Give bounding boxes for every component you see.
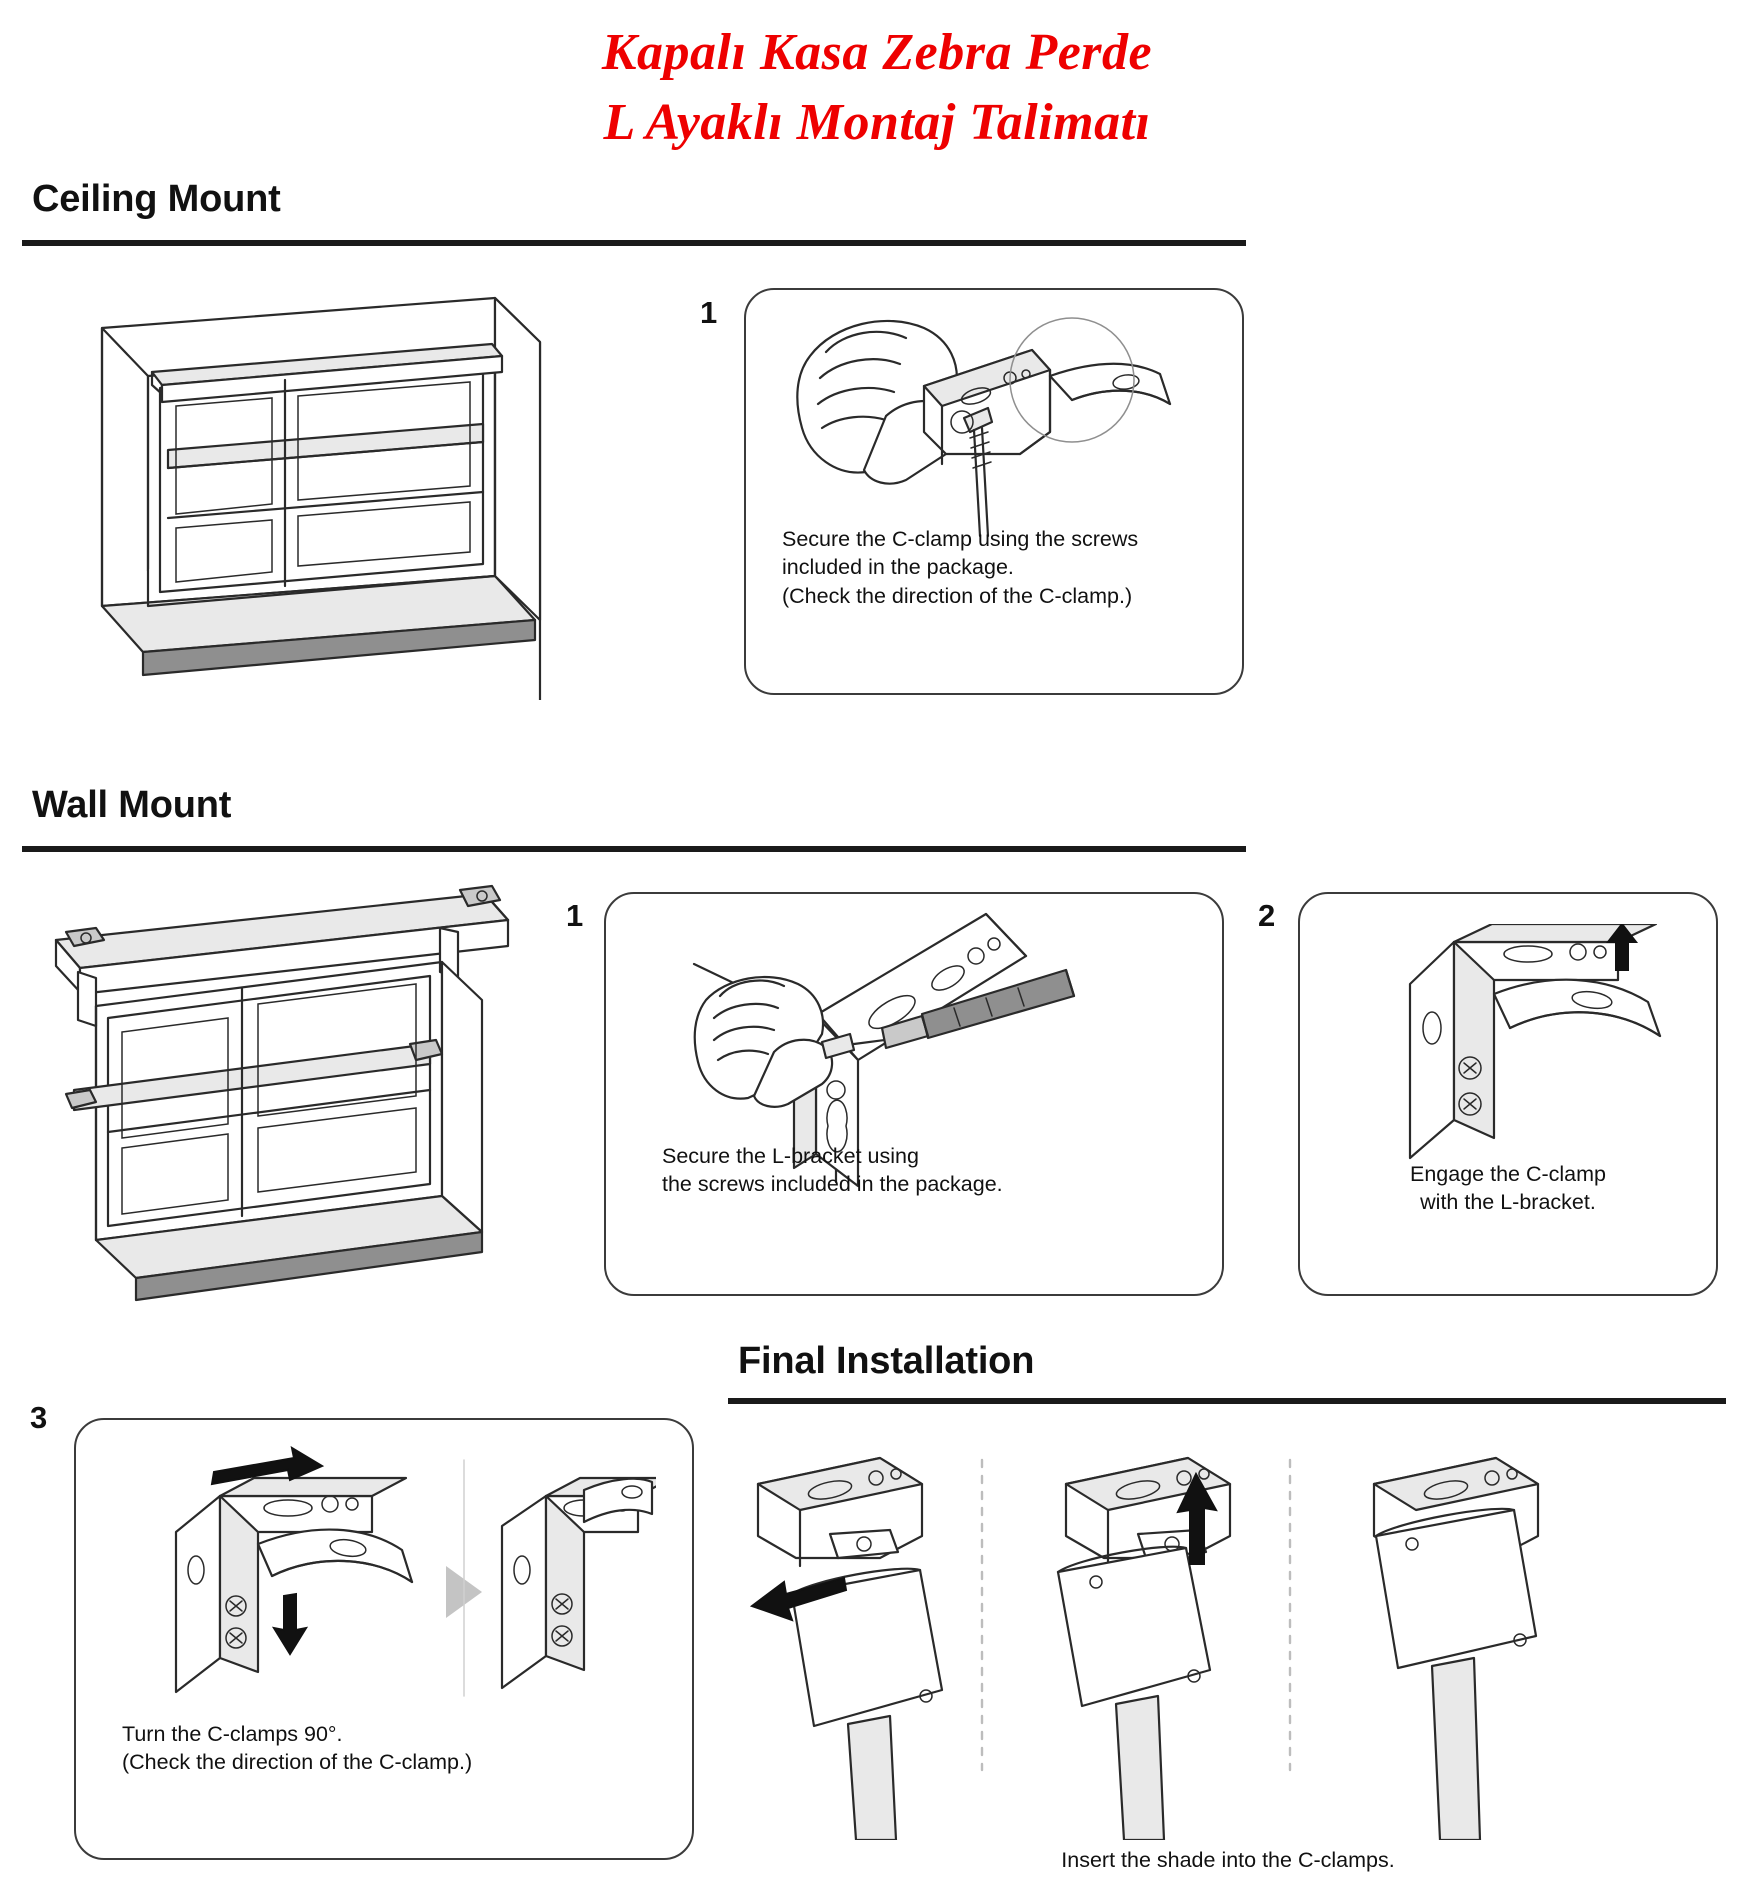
step-number-wall-1: 1 <box>566 898 584 933</box>
step-caption-wall-3 <box>76 1720 696 1777</box>
section-heading-ceiling-mount: Ceiling Mount <box>32 178 281 220</box>
step-caption-ceiling-1 <box>746 525 1246 610</box>
caption-line: Turn the C-clamps 90°. <box>122 1722 343 1746</box>
step-number-ceiling-1: 1 <box>700 295 718 330</box>
caption-line: (Check the direction of the C-clamp.) <box>782 583 1133 608</box>
caption-line: the screws included in the package. <box>662 1172 1003 1197</box>
step-number-wall-3: 3 <box>30 1400 48 1435</box>
caption-line: included in the package. <box>782 555 1014 580</box>
step-number-wall-2: 2 <box>1258 898 1276 933</box>
section-divider-ceiling-mount <box>22 240 1246 246</box>
section-divider-final-installation <box>728 1398 1726 1404</box>
clamp-bracket-icon <box>1370 924 1670 1194</box>
step-panel-wall-3 <box>74 1418 694 1860</box>
window-ceiling-illustration <box>40 290 550 700</box>
step-panel-wall-1 <box>604 892 1224 1296</box>
caption-line: (Check the direction of the C-clamp.) <box>122 1750 473 1775</box>
page-title-line1: Kapalı Kasa Zebra Perde <box>601 24 1153 81</box>
page-title <box>0 18 1754 158</box>
final-installation-caption: Insert the shade into the C-clamps. <box>1061 1848 1395 1872</box>
step-panel-ceiling-1 <box>744 288 1244 695</box>
page-title-line2: L Ayaklı Montaj Talimatı <box>603 94 1151 152</box>
section-heading-wall-mount: Wall Mount <box>32 784 232 826</box>
caption-line: with the L-bracket. <box>1420 1190 1596 1215</box>
step-caption-wall-2 <box>1300 1160 1716 1217</box>
caption-line: Secure the L-bracket using <box>662 1144 919 1168</box>
section-heading-final-installation: Final Installation <box>738 1340 1035 1382</box>
clamp-turn-icon <box>116 1446 656 1716</box>
caption-line: Engage the C-clamp <box>1410 1162 1606 1186</box>
shade-insert-illustration <box>730 1440 1730 1840</box>
step-caption-wall-1 <box>606 1142 1226 1199</box>
window-wall-illustration <box>30 880 550 1320</box>
section-divider-wall-mount <box>22 846 1246 852</box>
step-panel-wall-2 <box>1298 892 1718 1296</box>
caption-line: Secure the C-clamp using the screws <box>782 527 1139 551</box>
